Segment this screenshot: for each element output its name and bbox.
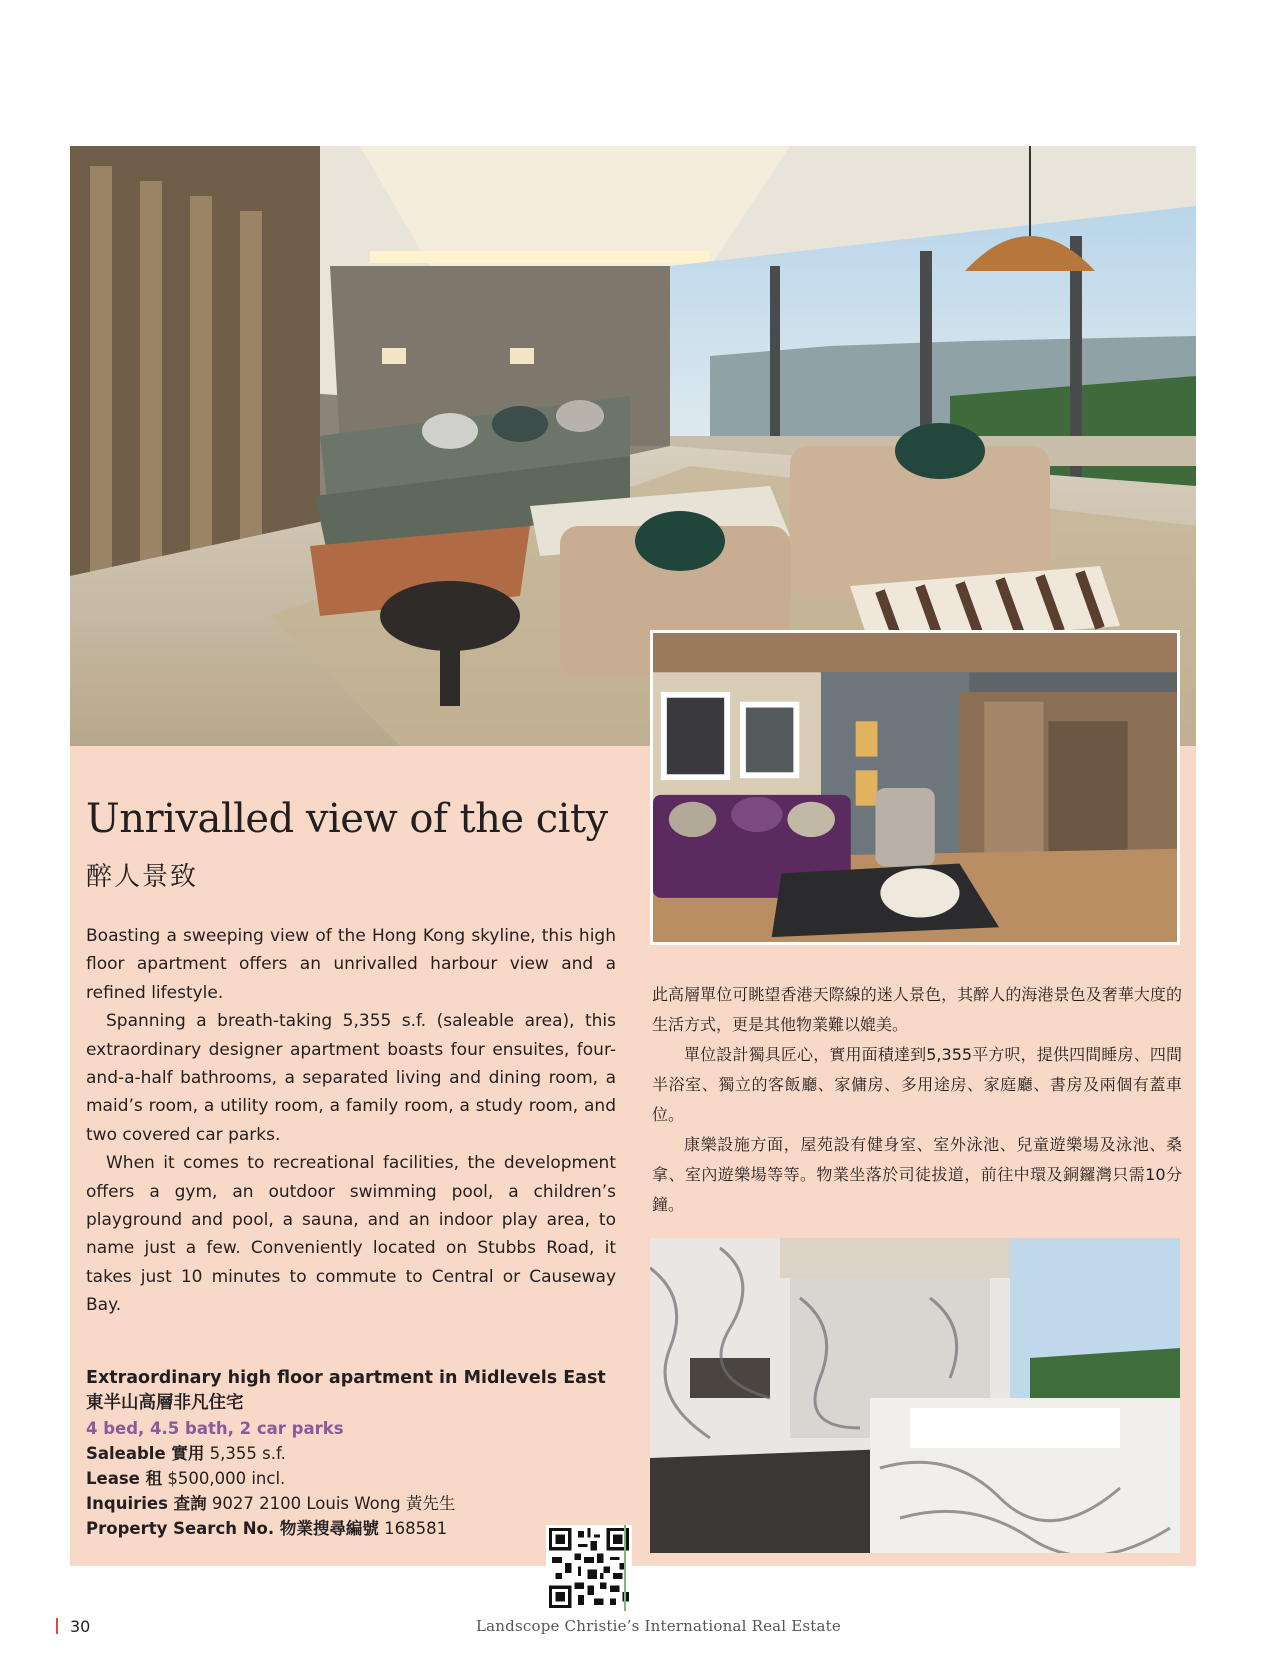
paragraph: Boasting a sweeping view of the Hong Kong skyline, this high floor apartment offers an unrivalled harbour view and a refined lifestyle. (86, 926, 616, 1003)
lease-row (86, 1466, 606, 1491)
paragraph: 單位設計獨具匠心，實用面積達到5,355平方呎，提供四間睡房、四間半浴室、獨立的客飯廳、家傭房、多用途房、家庭廳、書房及兩個有蓋車位。 (652, 1045, 1182, 1124)
qr-accent-bar (624, 1525, 626, 1611)
saleable-value: 5,355 s.f. (209, 1444, 286, 1463)
article-body-english (86, 922, 616, 1320)
qr-code-icon[interactable] (546, 1525, 632, 1611)
lease-label: Lease 租 (86, 1469, 163, 1488)
listing-details (86, 1366, 606, 1541)
inquiries-row (86, 1491, 606, 1516)
paragraph: 此高層單位可眺望香港天際線的迷人景色，其醉人的海港景色及奢華大度的生活方式，更是其他物業難以媲美。 (652, 985, 1182, 1034)
inquiries-value: 9027 2100 Louis Wong 黃先生 (211, 1494, 456, 1513)
property-search-value: 168581 (384, 1519, 448, 1538)
listing-rooms: 4 bed, 4.5 bath, 2 car parks (86, 1419, 344, 1438)
paragraph: 康樂設施方面，屋苑設有健身室、室外泳池、兒童遊樂場及泳池、桑拿、室內遊樂場等等。物業坐落於司徒拔道，前往中環及銅鑼灣只需10分鐘。 (652, 1135, 1182, 1214)
listing-name-chinese: 東半山高層非凡住宅 (86, 1393, 244, 1413)
paragraph: When it comes to recreational facilities, the development offers a gym, an outdoor swimming pool, a children’s playground and pool, a sauna, and an indoor play area, to name just a few. Conveniently located on Stubbs Road, it takes just 10 minutes to commute to Central or Causeway Bay. (86, 1153, 616, 1316)
article-body-chinese (652, 980, 1182, 1220)
saleable-area-row (86, 1441, 606, 1466)
saleable-label: Saleable 實用 (86, 1444, 205, 1463)
page-number (56, 1617, 90, 1636)
publication-footer: Landscope Christie’s International Real Estate (476, 1617, 841, 1635)
page-marker-bar (56, 1618, 58, 1634)
property-search-label: Property Search No. 物業搜尋編號 (86, 1519, 379, 1538)
article-title: Unrivalled view of the city (86, 796, 608, 842)
lease-value: $500,000 incl. (167, 1469, 286, 1488)
property-search-row (86, 1516, 606, 1541)
paragraph: Spanning a breath-taking 5,355 s.f. (saleable area), this extraordinary designer apartment boasts four ensuites, four-and-a-half bathrooms, a separated living and dining room, a maid’s room, a utility room, a family room, a study room, and two covered car parks. (86, 1011, 616, 1145)
inquiries-label: Inquiries 查詢 (86, 1494, 207, 1513)
marble-bathroom-photo (650, 1238, 1180, 1553)
page-number-text: 30 (70, 1617, 91, 1636)
listing-name: Extraordinary high floor apartment in Midlevels East (86, 1368, 606, 1388)
lounge-room-photo (650, 630, 1180, 945)
article-title-chinese: 醉人景致 (86, 862, 199, 892)
